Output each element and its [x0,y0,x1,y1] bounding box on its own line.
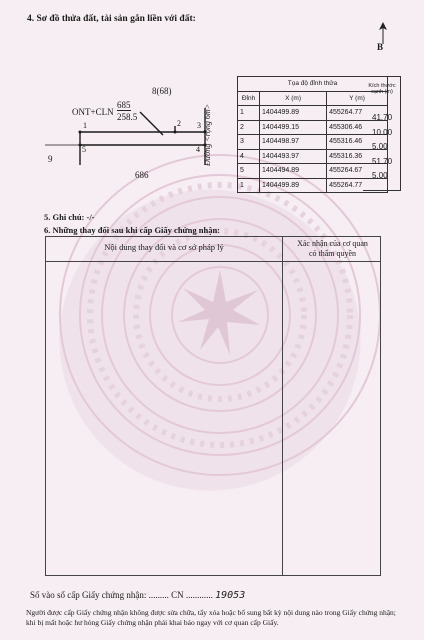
edge-length: 5.00 [372,142,388,151]
vertex-label-4: 4 [196,145,200,154]
edge-length: 51.70 [372,157,393,166]
vertex-cell: 1 [238,106,260,121]
y-cell: 455316.36 [327,149,388,164]
section-5-note: 5. Ghi chú: -/- [44,212,95,222]
adjacent-parcel-bottom: 686 [135,170,149,180]
edge-length-column [363,76,401,191]
land-type-label: ONT+CLN [72,107,114,117]
vertex-label-5: 5 [82,145,86,154]
coord-header-y: Y (m) [327,91,388,106]
coord-header-x: X (m) [260,91,327,106]
edge-length: 41.70 [372,113,393,122]
y-cell: 455306.46 [327,120,388,135]
vertex-label-3: 3 [197,121,201,130]
x-cell: 1404499.89 [260,106,327,121]
adjacent-parcel-top: 8(68) [152,86,172,96]
vertex-cell: 1 [238,178,260,193]
y-cell: 455264.77 [327,178,388,193]
north-label: B [377,42,384,52]
y-cell: 455264.67 [327,164,388,179]
vertex-label-2: 2 [177,119,181,128]
vertex-cell: 5 [238,164,260,179]
x-cell: 1404499.89 [260,178,327,193]
footer-note: Người được cấp Giấy chứng nhận không được sửa chữa, tẩy xóa hoặc bổ sung bất kỳ nội dung nào trong Giấy chứng nhận; khi bị mất hoặc hư hỏng Giấy chứng nhận phải khai báo ngay với cơ quan cấp Giấy. [26,608,396,627]
parcel-area: 258.5 [117,112,138,122]
vertex-cell: 4 [238,149,260,164]
edge-length: 10.00 [372,128,393,137]
vertex-cell: 3 [238,135,260,150]
vertex-cell: 2 [238,120,260,135]
changes-table [45,236,381,576]
road-label: Đường <rộng 6m> [203,103,212,166]
x-cell: 1404494.89 [260,164,327,179]
authority-confirmation-header [283,239,382,259]
y-cell: 455264.77 [327,106,388,121]
y-cell: 455316.46 [327,135,388,150]
edge-length: 5.00 [372,171,388,180]
section-6-title: 6. Những thay đổi sau khi cấp Giấy chứng nhận: [44,225,221,235]
edge-length-header: Kích thước cạnh (m) [368,83,396,95]
registry-number-line [30,590,245,601]
column-divider [282,237,283,575]
changes-content-header: Nội dung thay đổi và cơ sở pháp lý [104,242,224,252]
authority-header-line-1: Xác nhận của cơ quan [297,239,368,248]
coord-header-vertex: Đỉnh [238,91,260,106]
adjacent-parcel-left: 9 [48,154,53,164]
registry-prefix: CN [171,590,184,600]
registry-label: Số vào sổ cấp Giấy chứng nhận: [30,590,147,600]
parcel-number: 685 [117,100,131,110]
vertex-label-1: 1 [83,121,87,130]
coord-table-title: Tọa độ đỉnh thửa [238,77,388,92]
dots: ............ [185,590,213,600]
x-cell: 1404493.97 [260,149,327,164]
header-divider [46,261,380,262]
x-cell: 1404498.97 [260,135,327,150]
section-4-title: 4. Sơ đồ thửa đất, tài sản gắn liền với đất: [27,14,196,24]
x-cell: 1404499.15 [260,120,327,135]
authority-header-line-2: có thẩm quyền [308,249,357,258]
dots: ......... [148,590,169,600]
registry-number: 19053 [215,590,246,601]
